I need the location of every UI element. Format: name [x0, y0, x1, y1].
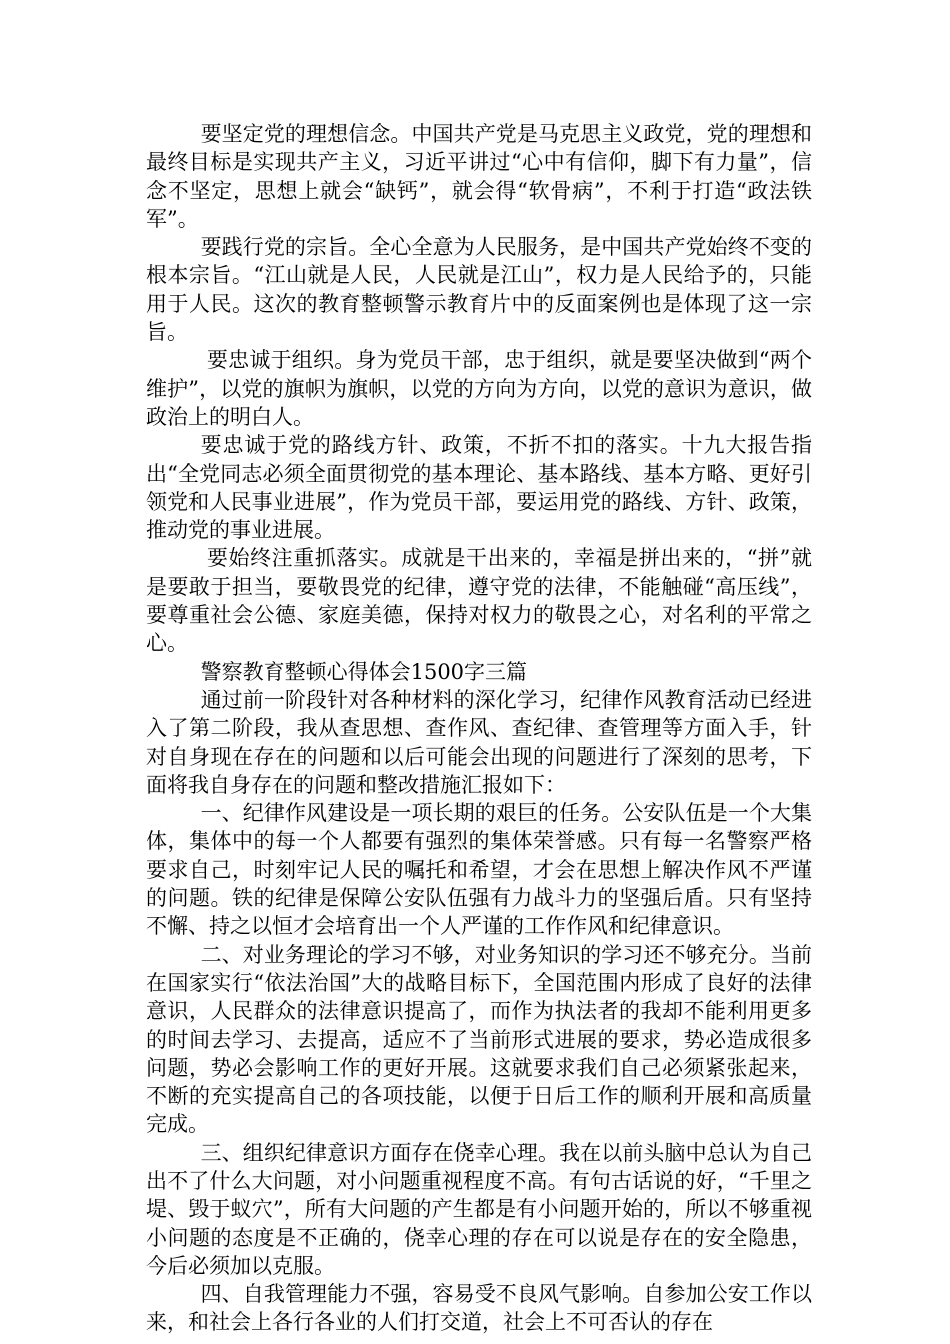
paragraph-loyalty-line: 要忠诚于党的路线方针、政策，不折不扣的落实。十九大报告指出“全党同志必须全面贯彻党的基本理论、基本路线、基本方略、更好引领党和人民事业进展”，作为党员干部，要运用党的路线、方针、政策，推动党的事业进展。 — [146, 433, 812, 543]
paragraph-loyalty-organization: 要忠诚于组织。身为党员干部，忠于组织，就是要坚决做到“两个维护”，以党的旗帜为旗帜，以党的方向为方向，以党的意识为意识，做政治上的明白人。 — [146, 348, 812, 429]
section-title: 警察教育整顿心得体会1500字三篇 — [200, 659, 528, 684]
paragraph-purpose: 要践行党的宗旨。全心全意为人民服务，是中国共产党始终不变的根本宗旨。“江山就是人民，人民就是江山”，权力是人民给予的，只能用于人民。这次的教育整顿警示教育片中的反面案例也是体现了这一宗旨。 — [146, 235, 812, 345]
paragraph-point-one: 一、纪律作风建设是一项长期的艰巨的任务。公安队伍是一个大集体，集体中的每一个人都要有强烈的集体荣誉感。只有每一名警察严格要求自己，时刻牢记人民的嘱托和希望，才会在思想上解决作风不严谨的问题。铁的纪律是保障公安队伍强有力战斗力的坚强后盾。只有坚持不懈、持之以恒才会培育出一个人严谨的工作作风和纪律意识。 — [146, 801, 812, 939]
paragraph-implementation: 要始终注重抓落实。成就是干出来的，幸福是拼出来的，“拼”就是要敢于担当，要敬畏党的纪律，遵守党的法律，不能触碰“高压线”，要尊重社会公德、家庭美德，保持对权力的敬畏之心，对名利的平常之心。 — [146, 546, 812, 656]
paragraph-ideals: 要坚定党的理想信念。中国共产党是马克思主义政党，党的理想和最终目标是实现共产主义，习近平讲过“心中有信仰，脚下有力量”，信念不坚定，思想上就会“缺钙”，就会得“软骨病”，不利于打造“政法铁军”。 — [146, 122, 812, 231]
paragraph-point-two: 二、对业务理论的学习不够，对业务知识的学习还不够充分。当前在国家实行“依法治国”大的战略目标下，全国范围内形成了良好的法律意识，人民群众的法律意识提高了，而作为执法者的我却不能利用更多的时间去学习、去提高，适应不了当前形式进展的要求，势必造成很多问题，势必会影响工作的更好开展。这就要求我们自己必须紧张起来，不断的充实提高自己的各项技能，以便于日后工作的顺利开展和高质量完成。 — [146, 942, 812, 1137]
document-body — [146, 120, 812, 1337]
paragraph-intro: 通过前一阶段针对各种材料的深化学习，纪律作风教育活动已经进入了第二阶段，我从查思想、查作风、查纪律、查管理等方面入手，针对自身现在存在的问题和以后可能会出现的问题进行了深刻的思考，下面将我自身存在的问题和整改措施汇报如下： — [146, 687, 812, 797]
paragraph-point-four: 四、自我管理能力不强，容易受不良风气影响。自参加公安工作以来，和社会上各行各业的人们打交道，社会上不可否认的存在 — [146, 1282, 812, 1335]
paragraph-point-three: 三、组织纪律意识方面存在侥幸心理。我在以前头脑中总认为自己出不了什么大问题，对小问题重视程度不高。有句古话说的好，“千里之堤、毁于蚁穴”，所有大问题的产生都是有小问题开始的，所以不够重视小问题的态度是不正确的，侥幸心理的存在可以说是存在的安全隐患，今后必须加以克服。 — [146, 1140, 812, 1278]
